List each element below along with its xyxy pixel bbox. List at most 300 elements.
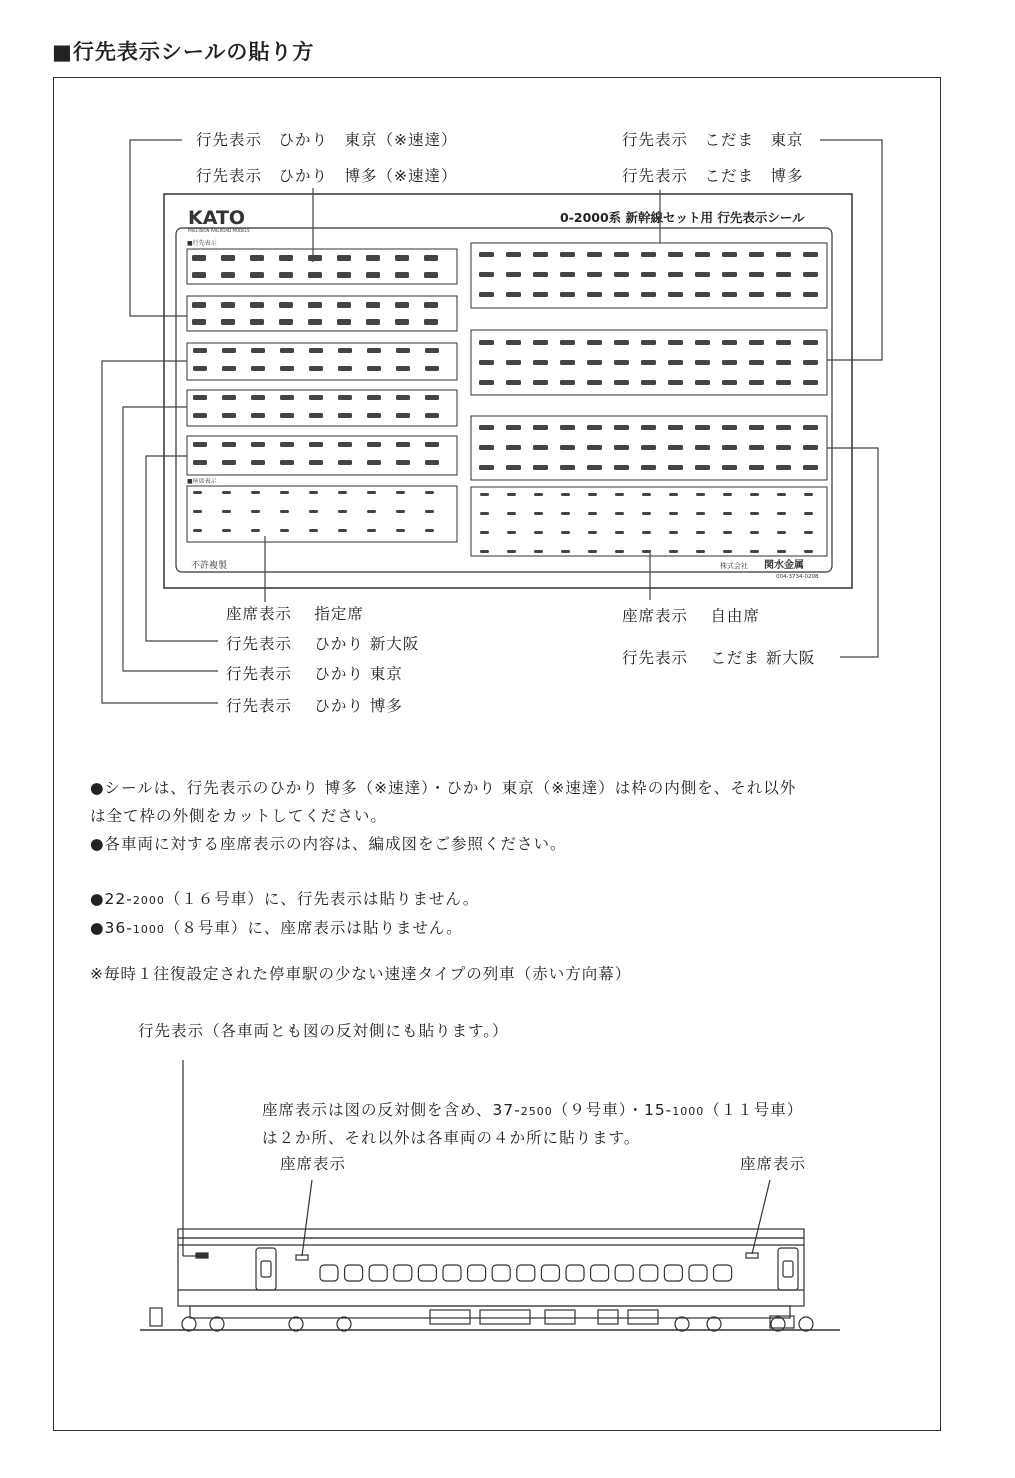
sticker-chip [804, 550, 813, 553]
sticker-chip [367, 413, 381, 418]
sticker-chip [395, 302, 409, 308]
sticker-chip [668, 252, 683, 257]
sticker-chip [803, 360, 818, 365]
sticker-chip [280, 442, 294, 447]
brand-logo: KATO [188, 207, 246, 229]
sticker-chip [193, 529, 202, 532]
sticker-chip [695, 340, 710, 345]
sticker-chip [641, 292, 656, 297]
sticker-chip [561, 531, 570, 534]
sticker-chip [696, 531, 705, 534]
sticker-chip [424, 302, 438, 308]
sticker-chip [587, 340, 602, 345]
car-window [689, 1265, 707, 1281]
sticker-chip [193, 413, 207, 418]
sticker-chip [250, 272, 264, 278]
sticker-chip [222, 413, 236, 418]
wheel [771, 1317, 785, 1331]
sticker-chip [615, 512, 624, 515]
sticker-chip [695, 272, 710, 277]
sticker-chip [192, 302, 206, 308]
sticker-chip [588, 493, 597, 496]
sticker-chip [695, 252, 710, 257]
note-5: ※毎時１往復設定された停車駅の少ない速達タイプの列車（赤い方向幕） [90, 965, 632, 983]
sticker-chip [668, 360, 683, 365]
sticker-chip [308, 319, 322, 325]
sticker-chip [776, 380, 791, 385]
brand-sub: PRECISION RAILROAD MODELS [188, 228, 250, 233]
sticker-chip [723, 493, 732, 496]
sticker-chip [776, 252, 791, 257]
car-window [664, 1265, 682, 1281]
sticker-chip [642, 493, 651, 496]
car-window [566, 1265, 584, 1281]
sticker-chip [561, 512, 570, 515]
sticker-chip [803, 380, 818, 385]
sticker-chip [560, 340, 575, 345]
sticker-chip [533, 380, 548, 385]
car-roof [178, 1229, 804, 1238]
sticker-chip [668, 272, 683, 277]
sticker-chip [338, 529, 347, 532]
sticker-chip [480, 550, 489, 553]
sticker-chip [222, 442, 236, 447]
sticker-chip [396, 491, 405, 494]
sticker-chip [479, 445, 494, 450]
label-hikari-tokyo: 行先表示 ひかり 東京 [226, 665, 403, 683]
sticker-chip [696, 493, 705, 496]
sticker-chip [534, 550, 543, 553]
sticker-chip [425, 460, 439, 465]
wheel [799, 1317, 813, 1331]
sticker-chip [776, 340, 791, 345]
sticker-chip [366, 319, 380, 325]
sticker-chip [338, 460, 352, 465]
sticker-chip [425, 442, 439, 447]
sticker-chip [367, 529, 376, 532]
label-seat-free: 座席表示 自由席 [622, 607, 760, 625]
sticker-chip [193, 442, 207, 447]
sticker-chip [804, 512, 813, 515]
sticker-chip [396, 348, 410, 353]
sticker-chip [251, 510, 260, 513]
sticker-chip [615, 493, 624, 496]
car-window [714, 1265, 732, 1281]
dest-sticker-spot [196, 1253, 208, 1258]
sticker-chip [506, 465, 521, 470]
sticker-chip [424, 319, 438, 325]
sticker-chip [750, 493, 759, 496]
sticker-chip [803, 252, 818, 257]
sticker-chip [749, 380, 764, 385]
sticker-chip [722, 465, 737, 470]
sticker-chip [533, 445, 548, 450]
sticker-chip [641, 465, 656, 470]
sticker-chip [749, 340, 764, 345]
sticker-chip [695, 465, 710, 470]
sticker-chip [192, 272, 206, 278]
sticker-chip [804, 493, 813, 496]
car-window [320, 1265, 338, 1281]
sticker-chip [803, 292, 818, 297]
sticker-chip [668, 465, 683, 470]
sticker-chip [280, 529, 289, 532]
sticker-chip [506, 425, 521, 430]
car-door-right [778, 1248, 798, 1290]
sticker-chip [250, 255, 264, 261]
sticker-chip [367, 366, 381, 371]
sticker-chip [193, 366, 207, 371]
sticker-chip [776, 272, 791, 277]
sticker-chip [560, 380, 575, 385]
label-kodama-hakata: 行先表示 こだま 博多 [622, 167, 804, 185]
sticker-chip [722, 340, 737, 345]
sticker-chip [749, 252, 764, 257]
sticker-chip [723, 531, 732, 534]
sticker-chip [480, 531, 489, 534]
sticker-chip [776, 425, 791, 430]
train-car-illustration [0, 1040, 1015, 1360]
sticker-chip [192, 255, 206, 261]
sticker-chip [425, 348, 439, 353]
sticker-chip [533, 340, 548, 345]
sheet-heading: 0-2000系 新幹線セット用 行先表示シール [560, 210, 805, 225]
sticker-chip [425, 366, 439, 371]
sticker-chip [193, 348, 207, 353]
sticker-chip [309, 442, 323, 447]
section-seat: ■座席表示 [187, 478, 217, 485]
car-window [517, 1265, 535, 1281]
sticker-chip [251, 442, 265, 447]
sticker-chip [588, 550, 597, 553]
sticker-chip [250, 319, 264, 325]
label-hikari-shinosaka: 行先表示 ひかり 新大阪 [226, 635, 420, 653]
sticker-chip [561, 550, 570, 553]
sticker-chip [641, 252, 656, 257]
label-hikari-hakata: 行先表示 ひかり 博多 [226, 697, 403, 715]
note-3: ●22-2000（１６号車）に、行先表示は貼りません。 [90, 890, 480, 908]
car-window [591, 1265, 609, 1281]
wheel [210, 1317, 224, 1331]
sticker-chip [425, 395, 439, 400]
sticker-chip [560, 272, 575, 277]
wheel [182, 1317, 196, 1331]
car-window [418, 1265, 436, 1281]
sticker-chip [587, 252, 602, 257]
sticker-chip [803, 445, 818, 450]
sticker-chip [507, 550, 516, 553]
sticker-chip [480, 493, 489, 496]
car-window [369, 1265, 387, 1281]
sticker-chip [560, 252, 575, 257]
sticker-chip [587, 380, 602, 385]
sticker-chip [587, 425, 602, 430]
sticker-chip [696, 512, 705, 515]
car-window [468, 1265, 486, 1281]
sticker-chip [588, 531, 597, 534]
sticker-chip [750, 531, 759, 534]
sticker-chip [280, 348, 294, 353]
note-1-line1: ●シールは、行先表示のひかり 博多（※速達）・ひかり 東京（※速達）は枠の内側を、それ以外 [90, 779, 797, 797]
sticker-chip [221, 255, 235, 261]
panel-seat-reserved [187, 486, 457, 542]
sticker-chip [479, 425, 494, 430]
sticker-chip [614, 272, 629, 277]
label-kodama-tokyo: 行先表示 こだま 東京 [622, 131, 804, 149]
sticker-chip [425, 529, 434, 532]
sticker-chip [641, 360, 656, 365]
sticker-chip [750, 512, 759, 515]
sticker-chip [587, 445, 602, 450]
sticker-chip [222, 510, 231, 513]
sticker-chip [614, 292, 629, 297]
sticker-chip [614, 340, 629, 345]
sticker-chip [280, 413, 294, 418]
sticker-chip [533, 272, 548, 277]
sticker-chip [424, 272, 438, 278]
label-hikari-hakata-express: 行先表示 ひかり 博多（※速達） [196, 167, 458, 185]
train-dest-label: 行先表示（各車両とも図の反対側にも貼ります。） [138, 1022, 509, 1040]
sticker-chip [222, 460, 236, 465]
sticker-chip [641, 445, 656, 450]
car-door-left [256, 1248, 276, 1290]
sticker-chip [722, 292, 737, 297]
sticker-chip [750, 550, 759, 553]
page-title: ■行先表示シールの貼り方 [52, 40, 315, 64]
sticker-chip [749, 360, 764, 365]
sticker-chip [309, 413, 323, 418]
sticker-chip [251, 529, 260, 532]
sticker-chip [777, 512, 786, 515]
sticker-chip [221, 319, 235, 325]
sticker-chip [279, 272, 293, 278]
sticker-chip [396, 366, 410, 371]
sticker-chip [396, 510, 405, 513]
train-seat-note-2: は２か所、それ以外は各車両の４か所に貼ります。 [262, 1129, 641, 1147]
train-seat-label-right: 座席表示 [740, 1155, 807, 1173]
sticker-chip [695, 425, 710, 430]
sticker-chip [366, 272, 380, 278]
leader-kodama-tokyo [820, 140, 882, 360]
sticker-chip [479, 380, 494, 385]
sticker-chip [250, 302, 264, 308]
panel-hikari-hakata-express [187, 249, 457, 284]
leader-train-seat-right [752, 1180, 770, 1254]
leader-hikari-tokyo-express [130, 140, 187, 316]
sticker-chip [696, 550, 705, 553]
sticker-chip [614, 465, 629, 470]
car-window [492, 1265, 510, 1281]
panel-hikari-tokyo-express [187, 296, 457, 331]
sticker-chip [615, 550, 624, 553]
sticker-chip [668, 445, 683, 450]
sticker-chip [338, 413, 352, 418]
sticker-chip [192, 319, 206, 325]
sticker-chip [507, 493, 516, 496]
maker-prefix: 株式会社 [720, 562, 748, 570]
sticker-chip [749, 272, 764, 277]
car-window [541, 1265, 559, 1281]
sticker-chip [193, 460, 207, 465]
sticker-chip [251, 395, 265, 400]
sticker-chip [279, 319, 293, 325]
sticker-chip [337, 319, 351, 325]
sticker-chip [722, 272, 737, 277]
label-hikari-tokyo-express: 行先表示 ひかり 東京（※速達） [196, 131, 458, 149]
sticker-chip [279, 255, 293, 261]
sticker-chip [279, 302, 293, 308]
sticker-chip [366, 302, 380, 308]
sticker-chip [641, 380, 656, 385]
sheet-code: 004-3734-0208 [776, 574, 819, 580]
sticker-chip [777, 493, 786, 496]
sticker-chip [367, 442, 381, 447]
label-kodama-shinosaka: 行先表示 こだま 新大阪 [622, 649, 816, 667]
sticker-chip [309, 529, 318, 532]
sticker-chip [479, 272, 494, 277]
note-2: ●各車両に対する座席表示の内容は、編成図をご参照ください。 [90, 835, 567, 853]
note-4: ●36-1000（８号車）に、座席表示は貼りません。 [90, 919, 463, 937]
sticker-chip [338, 442, 352, 447]
wheel [289, 1317, 303, 1331]
sticker-chip [669, 531, 678, 534]
sticker-chip [642, 531, 651, 534]
sticker-chip [722, 425, 737, 430]
sticker-chip [534, 493, 543, 496]
train-seat-label-left: 座席表示 [280, 1155, 347, 1173]
sticker-chip [367, 395, 381, 400]
sticker-chip [308, 255, 322, 261]
sticker-chip [803, 425, 818, 430]
sticker-chip [251, 491, 260, 494]
car-window [615, 1265, 633, 1281]
sticker-chip [560, 445, 575, 450]
sticker-chip [337, 272, 351, 278]
sticker-chip [479, 360, 494, 365]
sticker-chip [280, 510, 289, 513]
sticker-chip [749, 445, 764, 450]
sticker-chip [506, 380, 521, 385]
sticker-chip [614, 252, 629, 257]
maker-name: 関水金属 [764, 560, 804, 571]
sticker-chip [193, 491, 202, 494]
car-underfloor [190, 1306, 790, 1318]
sticker-chip [221, 272, 235, 278]
sticker-chip [803, 340, 818, 345]
sticker-chip [533, 292, 548, 297]
sticker-chip [309, 491, 318, 494]
sticker-chip [722, 360, 737, 365]
sticker-chip [506, 292, 521, 297]
panel-seat-free [471, 487, 827, 556]
sticker-chip [222, 395, 236, 400]
sticker-chip [642, 512, 651, 515]
wheel [337, 1317, 351, 1331]
sticker-chip [507, 531, 516, 534]
sticker-chip [280, 491, 289, 494]
sticker-chip [533, 425, 548, 430]
sticker-chip [222, 366, 236, 371]
sticker-chip [309, 460, 323, 465]
sticker-chip [222, 348, 236, 353]
sticker-chip [777, 531, 786, 534]
sticker-chip [308, 302, 322, 308]
sticker-chip [534, 512, 543, 515]
sticker-chip [367, 491, 376, 494]
sticker-chip [396, 413, 410, 418]
sticker-chip [669, 550, 678, 553]
sticker-chip [367, 348, 381, 353]
sticker-chip [395, 272, 409, 278]
sticker-chip [425, 413, 439, 418]
sticker-sheet-inner [176, 228, 832, 572]
sticker-chip [614, 360, 629, 365]
sticker-chip [669, 512, 678, 515]
sticker-chip [193, 510, 202, 513]
sticker-chip [695, 445, 710, 450]
no-copy-text: 不許複製 [191, 561, 228, 571]
sticker-chip [366, 255, 380, 261]
train-seat-note-1: 座席表示は図の反対側を含め、37-2500（９号車）・15-1000（１１号車） [262, 1101, 804, 1119]
sticker-chip [587, 292, 602, 297]
sticker-chip [309, 366, 323, 371]
sticker-chip [506, 340, 521, 345]
sticker-chip [251, 460, 265, 465]
sticker-chip [506, 360, 521, 365]
sticker-chip [309, 510, 318, 513]
sticker-chip [222, 491, 231, 494]
sticker-chip [251, 366, 265, 371]
sticker-chip [695, 292, 710, 297]
panel-hikari-shinosaka [187, 436, 457, 475]
sticker-chip [803, 272, 818, 277]
sticker-chip [280, 366, 294, 371]
sticker-chip [395, 319, 409, 325]
sticker-chip [479, 292, 494, 297]
section-dest: ■行先表示 [187, 240, 217, 247]
sticker-chip [338, 510, 347, 513]
sticker-chip [337, 302, 351, 308]
car-window [345, 1265, 363, 1281]
sticker-chip [480, 512, 489, 515]
car-window [640, 1265, 658, 1281]
sticker-chip [641, 425, 656, 430]
sticker-chip [749, 425, 764, 430]
sticker-chip [396, 460, 410, 465]
sticker-chip [668, 340, 683, 345]
sticker-chip [338, 348, 352, 353]
sticker-chip [479, 465, 494, 470]
sticker-chip [479, 340, 494, 345]
leader-hikari-hakata [102, 361, 218, 703]
wheel [675, 1317, 689, 1331]
sticker-chip [560, 465, 575, 470]
sticker-chip [395, 255, 409, 261]
sticker-chip [587, 360, 602, 365]
car-window [394, 1265, 412, 1281]
car-window [443, 1265, 461, 1281]
sticker-chip [803, 465, 818, 470]
sticker-chip [367, 510, 376, 513]
sticker-chip [506, 252, 521, 257]
sticker-chip [560, 425, 575, 430]
sticker-chip [251, 413, 265, 418]
sticker-chip [588, 512, 597, 515]
sticker-chip [560, 292, 575, 297]
sticker-chip [722, 445, 737, 450]
sticker-chip [396, 442, 410, 447]
sticker-chip [424, 255, 438, 261]
